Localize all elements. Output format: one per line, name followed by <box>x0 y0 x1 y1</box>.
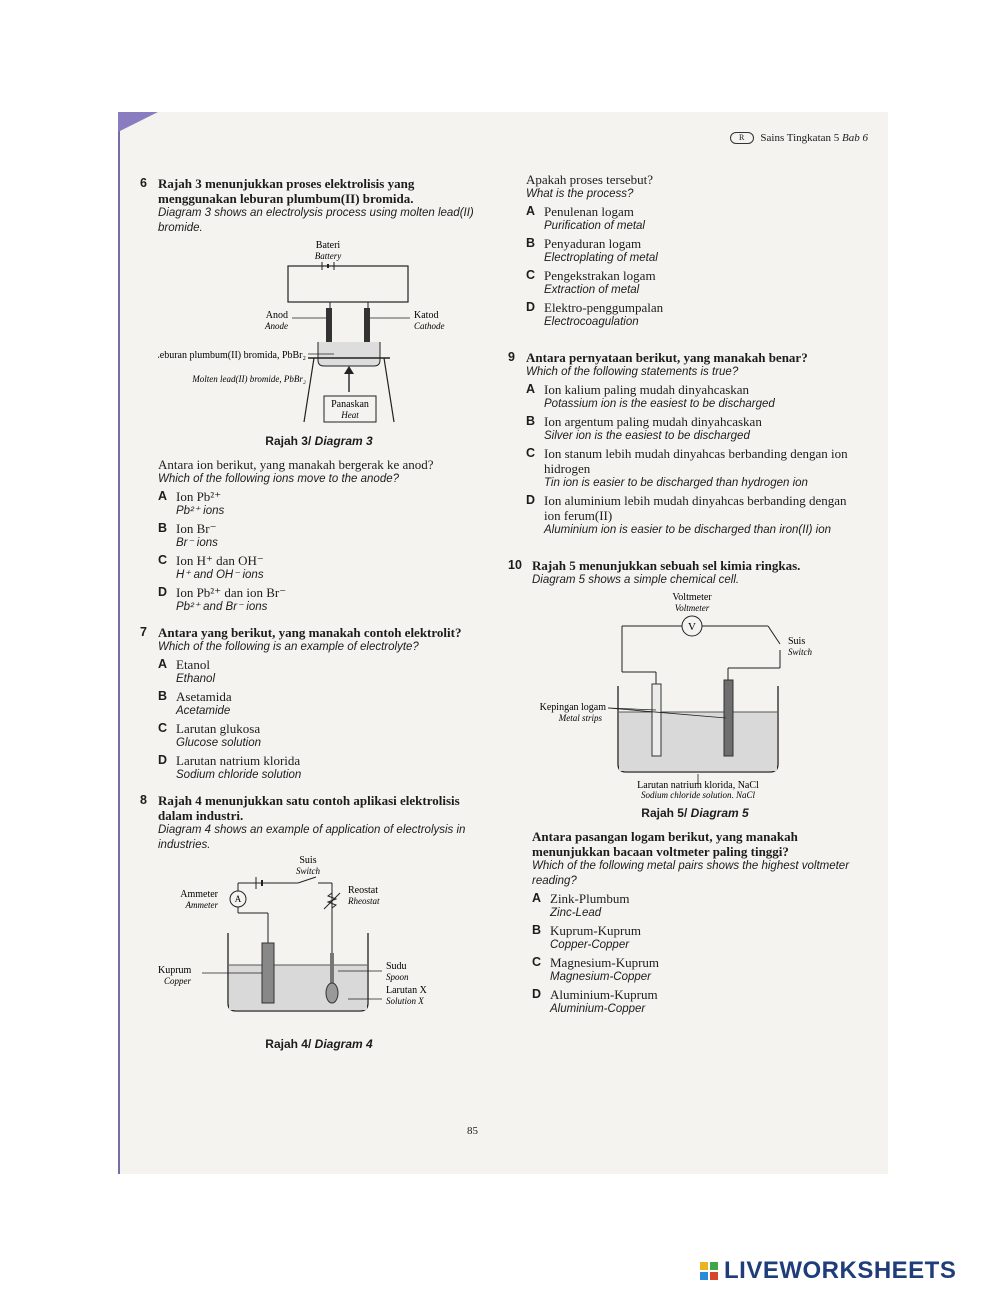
question-number: 8 <box>140 793 147 807</box>
diagram-4-caption <box>158 1037 480 1052</box>
diagram-3-caption <box>158 434 480 449</box>
stem-ms: Apakah proses tersebut? <box>526 172 654 187</box>
question-7 <box>140 625 480 783</box>
label-anode-en: Anode <box>265 321 288 331</box>
option-text-en: Copper-Copper <box>550 939 630 951</box>
logo-grid-icon <box>700 1262 718 1280</box>
caption-en: Diagram 4 <box>314 1037 373 1051</box>
question-number: 9 <box>508 350 515 364</box>
option-letter: B <box>158 689 168 703</box>
option-letter: C <box>526 268 536 282</box>
label-switch-ms: Suis <box>788 636 806 647</box>
option-letter: A <box>158 657 168 671</box>
page-number: 85 <box>467 1125 478 1137</box>
option-text-ms: Penulenan logam <box>544 204 634 219</box>
worksheet-page <box>118 112 888 1174</box>
question-text-en: Which of the following statements is true? <box>526 366 739 378</box>
option-text-ms: Asetamida <box>176 689 232 704</box>
diagram-4 <box>158 853 478 1029</box>
label-cathode-ms: Katod <box>414 310 439 321</box>
option-letter: C <box>532 955 542 969</box>
voltmeter-symbol: V <box>688 621 696 633</box>
option-d[interactable] <box>532 987 858 1017</box>
question-10 <box>508 558 858 1017</box>
label-anode-ms: Anod <box>265 310 288 321</box>
option-d[interactable] <box>526 493 858 538</box>
option-text-ms: Kuprum-Kuprum <box>550 923 641 938</box>
option-c[interactable] <box>532 955 858 985</box>
label-rheostat-ms: Reostat <box>348 885 378 896</box>
page-header <box>730 132 868 144</box>
option-text-en: Pb²⁺ and Br⁻ ions <box>176 601 268 613</box>
ammeter-symbol: A <box>234 894 242 904</box>
option-text-ms: Ion stanum lebih mudah dinyahcas berbanding dengan ion hidrogen <box>544 446 848 476</box>
question-number: 10 <box>508 558 522 572</box>
option-letter: D <box>532 987 542 1001</box>
question-text-en: Diagram 4 shows an example of application of electrolysis in industries. <box>158 824 466 851</box>
option-text-ms: Ion Pb²⁺ <box>176 489 222 504</box>
option-b[interactable] <box>158 689 480 719</box>
label-heat-ms: Panaskan <box>331 399 369 410</box>
option-text-en: Br⁻ ions <box>176 537 218 549</box>
caption-en: Diagram 3 <box>314 434 373 448</box>
label-strips-en: Metal strips <box>558 713 602 723</box>
option-a[interactable] <box>158 657 480 687</box>
option-letter: A <box>526 382 536 396</box>
label-ammeter-ms: Ammeter <box>180 889 218 900</box>
option-text-ms: Ion argentum paling mudah dinyahcaskan <box>544 414 762 429</box>
label-melt-ms: Leburan plumbum(II) bromida, PbBr₂ <box>158 350 306 361</box>
option-c[interactable] <box>526 268 858 298</box>
question-9 <box>508 350 858 538</box>
option-letter: A <box>526 204 536 218</box>
header-chapter: Bab 6 <box>842 132 868 144</box>
option-text-en: H⁺ and OH⁻ ions <box>176 569 264 581</box>
caption-ms: Rajah 5/ <box>641 806 688 820</box>
question-text-ms: Rajah 4 menunjukkan satu contoh aplikasi elektrolisis dalam industri. <box>158 793 460 823</box>
question-text-en: Diagram 3 shows an electrolysis process using molten lead(II) bromide. <box>158 207 474 234</box>
options-q6 <box>158 489 480 615</box>
label-battery-en: Battery <box>314 251 342 261</box>
option-text-en: Sodium chloride solution <box>176 769 302 781</box>
option-letter: A <box>158 489 168 503</box>
label-copper-ms: Kuprum <box>158 965 192 976</box>
option-letter: D <box>158 585 168 599</box>
label-spoon-ms: Sudu <box>386 961 407 972</box>
option-text-en: Zinc-Lead <box>550 907 602 919</box>
option-text-en: Aluminium-Copper <box>550 1003 646 1015</box>
diagram-5-caption <box>532 806 858 821</box>
option-text-en: Glucose solution <box>176 737 262 749</box>
option-text-en: Pb²⁺ ions <box>176 505 225 517</box>
label-copper-en: Copper <box>164 976 191 986</box>
option-text-ms: Aluminium-Kuprum <box>550 987 658 1002</box>
question-text-en: Which of the following is an example of electrolyte? <box>158 641 419 653</box>
label-switch-en: Switch <box>788 647 812 657</box>
liveworksheets-logo[interactable] <box>700 1257 956 1285</box>
stem-en: What is the process? <box>526 188 634 200</box>
label-switch-ms: Suis <box>299 855 317 866</box>
option-letter: D <box>526 493 536 507</box>
option-text-ms: Ion aluminium lebih mudah dinyahcas berbanding dengan ion ferum(II) <box>544 493 847 523</box>
label-solx-ms: Larutan X <box>386 985 427 996</box>
option-b[interactable] <box>158 521 480 551</box>
option-text-en: Tin ion is easier to be discharged than hydrogen ion <box>544 477 808 489</box>
question-number: 6 <box>140 176 147 190</box>
option-letter: D <box>526 300 536 314</box>
option-text-ms: Zink-Plumbum <box>550 891 630 906</box>
option-b[interactable] <box>532 923 858 953</box>
option-c[interactable] <box>158 553 480 583</box>
diagram-5 <box>532 588 852 798</box>
option-text-en: Silver ion is the easiest to be discharged <box>544 430 750 442</box>
option-text-en: Purification of metal <box>544 220 645 232</box>
option-d[interactable] <box>526 300 858 330</box>
label-heat-en: Heat <box>341 410 359 420</box>
option-text-en: Aluminium ion is easier to be discharged than iron(II) ion <box>544 524 832 536</box>
option-b[interactable] <box>526 414 858 444</box>
option-letter: C <box>158 721 168 735</box>
question-8-continued <box>508 172 858 330</box>
option-text-en: Ethanol <box>176 673 216 685</box>
option-text-en: Electrocoagulation <box>544 316 639 328</box>
option-letter: B <box>532 923 542 937</box>
option-letter: B <box>526 414 536 428</box>
option-a[interactable] <box>158 489 480 519</box>
option-text-en: Electroplating of metal <box>544 252 658 264</box>
label-nacl-ms: Larutan natrium klorida, NaCl <box>637 780 759 791</box>
option-d[interactable] <box>158 753 480 783</box>
stem-ms: Antara ion berikut, yang manakah bergerak ke anod? <box>158 457 434 472</box>
option-text-ms: Magnesium-Kuprum <box>550 955 660 970</box>
brand-name: LIVEWORKSHEETS <box>724 1257 957 1284</box>
stem-en: Which of the following metal pairs shows the highest voltmeter reading? <box>532 860 850 887</box>
option-letter: C <box>526 446 536 460</box>
question-text-ms: Rajah 3 menunjukkan proses elektrolisis yang menggunakan leburan plumbum(II) bromida. <box>158 176 415 206</box>
label-battery-ms: Bateri <box>315 240 341 251</box>
option-letter: D <box>158 753 168 767</box>
option-letter: A <box>532 891 542 905</box>
option-d[interactable] <box>158 585 480 615</box>
option-text-en: Magnesium-Copper <box>550 971 651 983</box>
question-text-en: Diagram 5 shows a simple chemical cell. <box>532 574 740 586</box>
option-c[interactable] <box>158 721 480 751</box>
label-ammeter-en: Ammeter <box>185 900 218 910</box>
label-solx-en: Solution X <box>386 996 424 1006</box>
header-subject: Sains Tingkatan 5 <box>760 132 840 144</box>
option-a[interactable] <box>526 382 858 412</box>
label-spoon-en: Spoon <box>386 972 409 982</box>
option-text-ms: Elektro-penggumpalan <box>544 300 664 315</box>
label-voltmeter-en: Voltmeter <box>674 603 710 613</box>
stem-ms: Antara pasangan logam berikut, yang manakah menunjukkan bacaan voltmeter paling tinggi? <box>532 829 798 859</box>
option-letter: B <box>158 521 168 535</box>
option-b[interactable] <box>526 236 858 266</box>
label-strips-ms: Kepingan logam <box>539 702 606 713</box>
option-text-en: Acetamide <box>176 705 231 717</box>
option-text-ms: Ion kalium paling mudah dinyahcaskan <box>544 382 750 397</box>
option-c[interactable] <box>526 446 858 491</box>
label-rheostat-en: Rheostat <box>348 896 380 906</box>
option-text-ms: Larutan natrium klorida <box>176 753 301 768</box>
left-column <box>140 176 480 1062</box>
option-text-en: Extraction of metal <box>544 284 640 296</box>
stem-en: Which of the following ions move to the anode? <box>158 473 400 485</box>
option-text-ms: Ion H⁺ dan OH⁻ <box>176 553 264 568</box>
option-text-ms: Ion Pb²⁺ dan ion Br⁻ <box>176 585 287 600</box>
label-switch-en: Switch <box>296 866 320 876</box>
option-letter: C <box>158 553 168 567</box>
label-cathode-en: Cathode <box>414 321 445 331</box>
option-text-ms: Penyaduran logam <box>544 236 642 251</box>
option-text-en: Potassium ion is the easiest to be discharged <box>544 398 775 410</box>
question-8 <box>140 793 480 1052</box>
label-melt-en: Molten lead(II) bromide, PbBr₂ <box>192 374 306 384</box>
question-number: 7 <box>140 625 147 639</box>
right-column <box>508 172 858 1027</box>
publisher-logo: R <box>730 132 754 144</box>
option-text-ms: Larutan glukosa <box>176 721 261 736</box>
option-a[interactable] <box>532 891 858 921</box>
question-text-ms: Rajah 5 menunjukkan sebuah sel kimia ringkas. <box>532 558 801 573</box>
label-nacl-en: Sodium chloride solution, NaCl <box>640 790 756 798</box>
caption-en: Diagram 5 <box>690 806 749 820</box>
question-text-ms: Antara yang berikut, yang manakah contoh elektrolit? <box>158 625 462 640</box>
question-text-ms: Antara pernyataan berikut, yang manakah benar? <box>526 350 808 365</box>
caption-ms: Rajah 4/ <box>265 1037 312 1051</box>
diagram-3 <box>158 236 478 426</box>
option-text-ms: Etanol <box>176 657 210 672</box>
option-text-ms: Pengekstrakan logam <box>544 268 656 283</box>
option-letter: B <box>526 236 536 250</box>
label-voltmeter-ms: Voltmeter <box>672 592 712 603</box>
question-6 <box>140 176 480 615</box>
option-text-ms: Ion Br⁻ <box>176 521 217 536</box>
caption-ms: Rajah 3/ <box>265 434 312 448</box>
option-a[interactable] <box>526 204 858 234</box>
